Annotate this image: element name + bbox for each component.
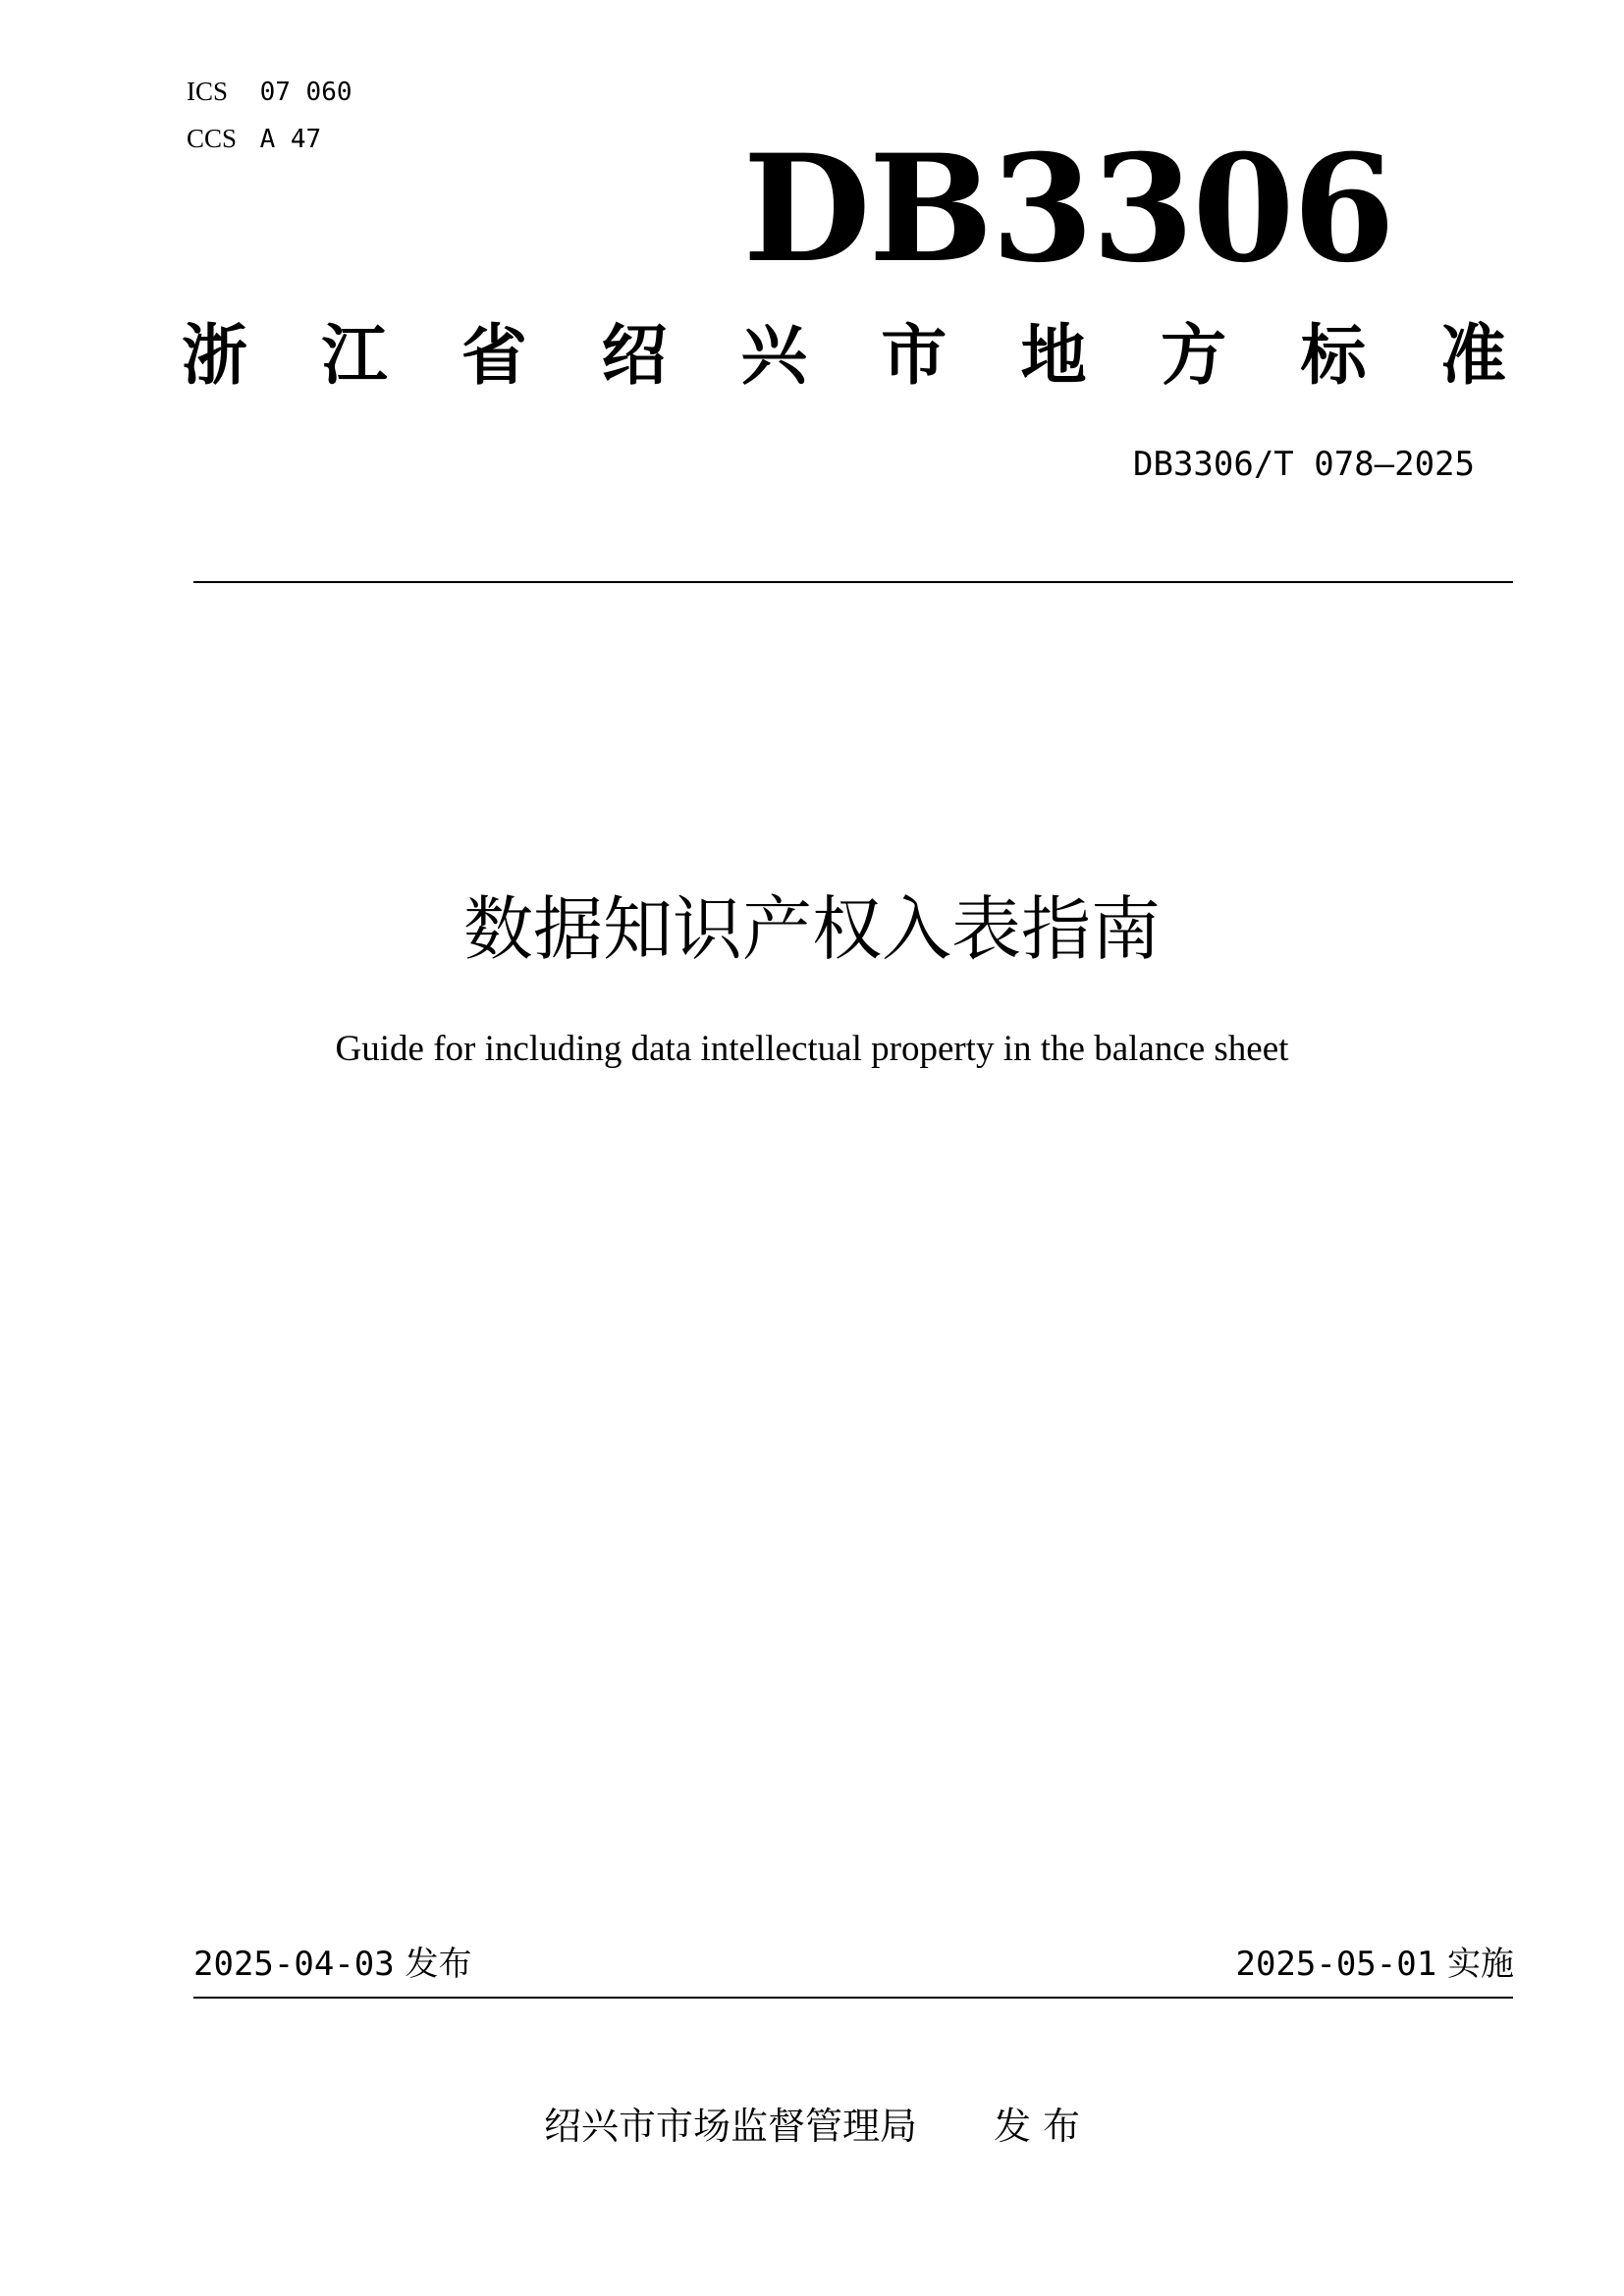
implement-date-line [1235, 1944, 1514, 1985]
category-char: 省 [460, 317, 527, 394]
category-char: 准 [1439, 317, 1506, 394]
footer-divider [193, 1997, 1513, 1999]
category-char: 浙 [182, 317, 247, 394]
ccs-code [187, 124, 321, 154]
standard-number: DB3306/T 078—2025 [1133, 445, 1475, 484]
document-title-cn: 数据知识产权入表指南 [462, 888, 1161, 970]
issuer-line [0, 2104, 1624, 2149]
standard-category [182, 316, 1506, 395]
category-char: 兴 [740, 317, 807, 394]
implement-date: 2025-05-01 [1235, 1945, 1437, 1984]
ics-value: 07 060 [259, 78, 352, 107]
category-char: 市 [881, 317, 947, 394]
standard-logo-code: DB3306 [742, 123, 1393, 295]
publish-date: 2025-04-03 [193, 1945, 395, 1984]
document-title-en: Guide for including data intellectual property in the balance sheet [335, 1029, 1289, 1069]
implement-label: 实施 [1447, 1945, 1514, 1984]
header-divider [193, 581, 1513, 583]
category-char: 方 [1161, 317, 1227, 394]
issuer-name: 绍兴市市场监督管理局 [543, 2105, 917, 2148]
ics-label: ICS [187, 77, 229, 106]
ccs-value: A 47 [259, 125, 322, 154]
ccs-label: CCS [187, 124, 238, 153]
category-char: 绍 [601, 317, 668, 394]
category-char: 江 [321, 317, 388, 394]
category-char: 标 [1300, 317, 1367, 394]
issuer-action: 发 布 [993, 2105, 1081, 2148]
ics-code [187, 77, 352, 107]
category-char: 地 [1020, 317, 1087, 394]
publish-label: 发布 [405, 1945, 472, 1984]
publish-date-line [193, 1944, 472, 1985]
